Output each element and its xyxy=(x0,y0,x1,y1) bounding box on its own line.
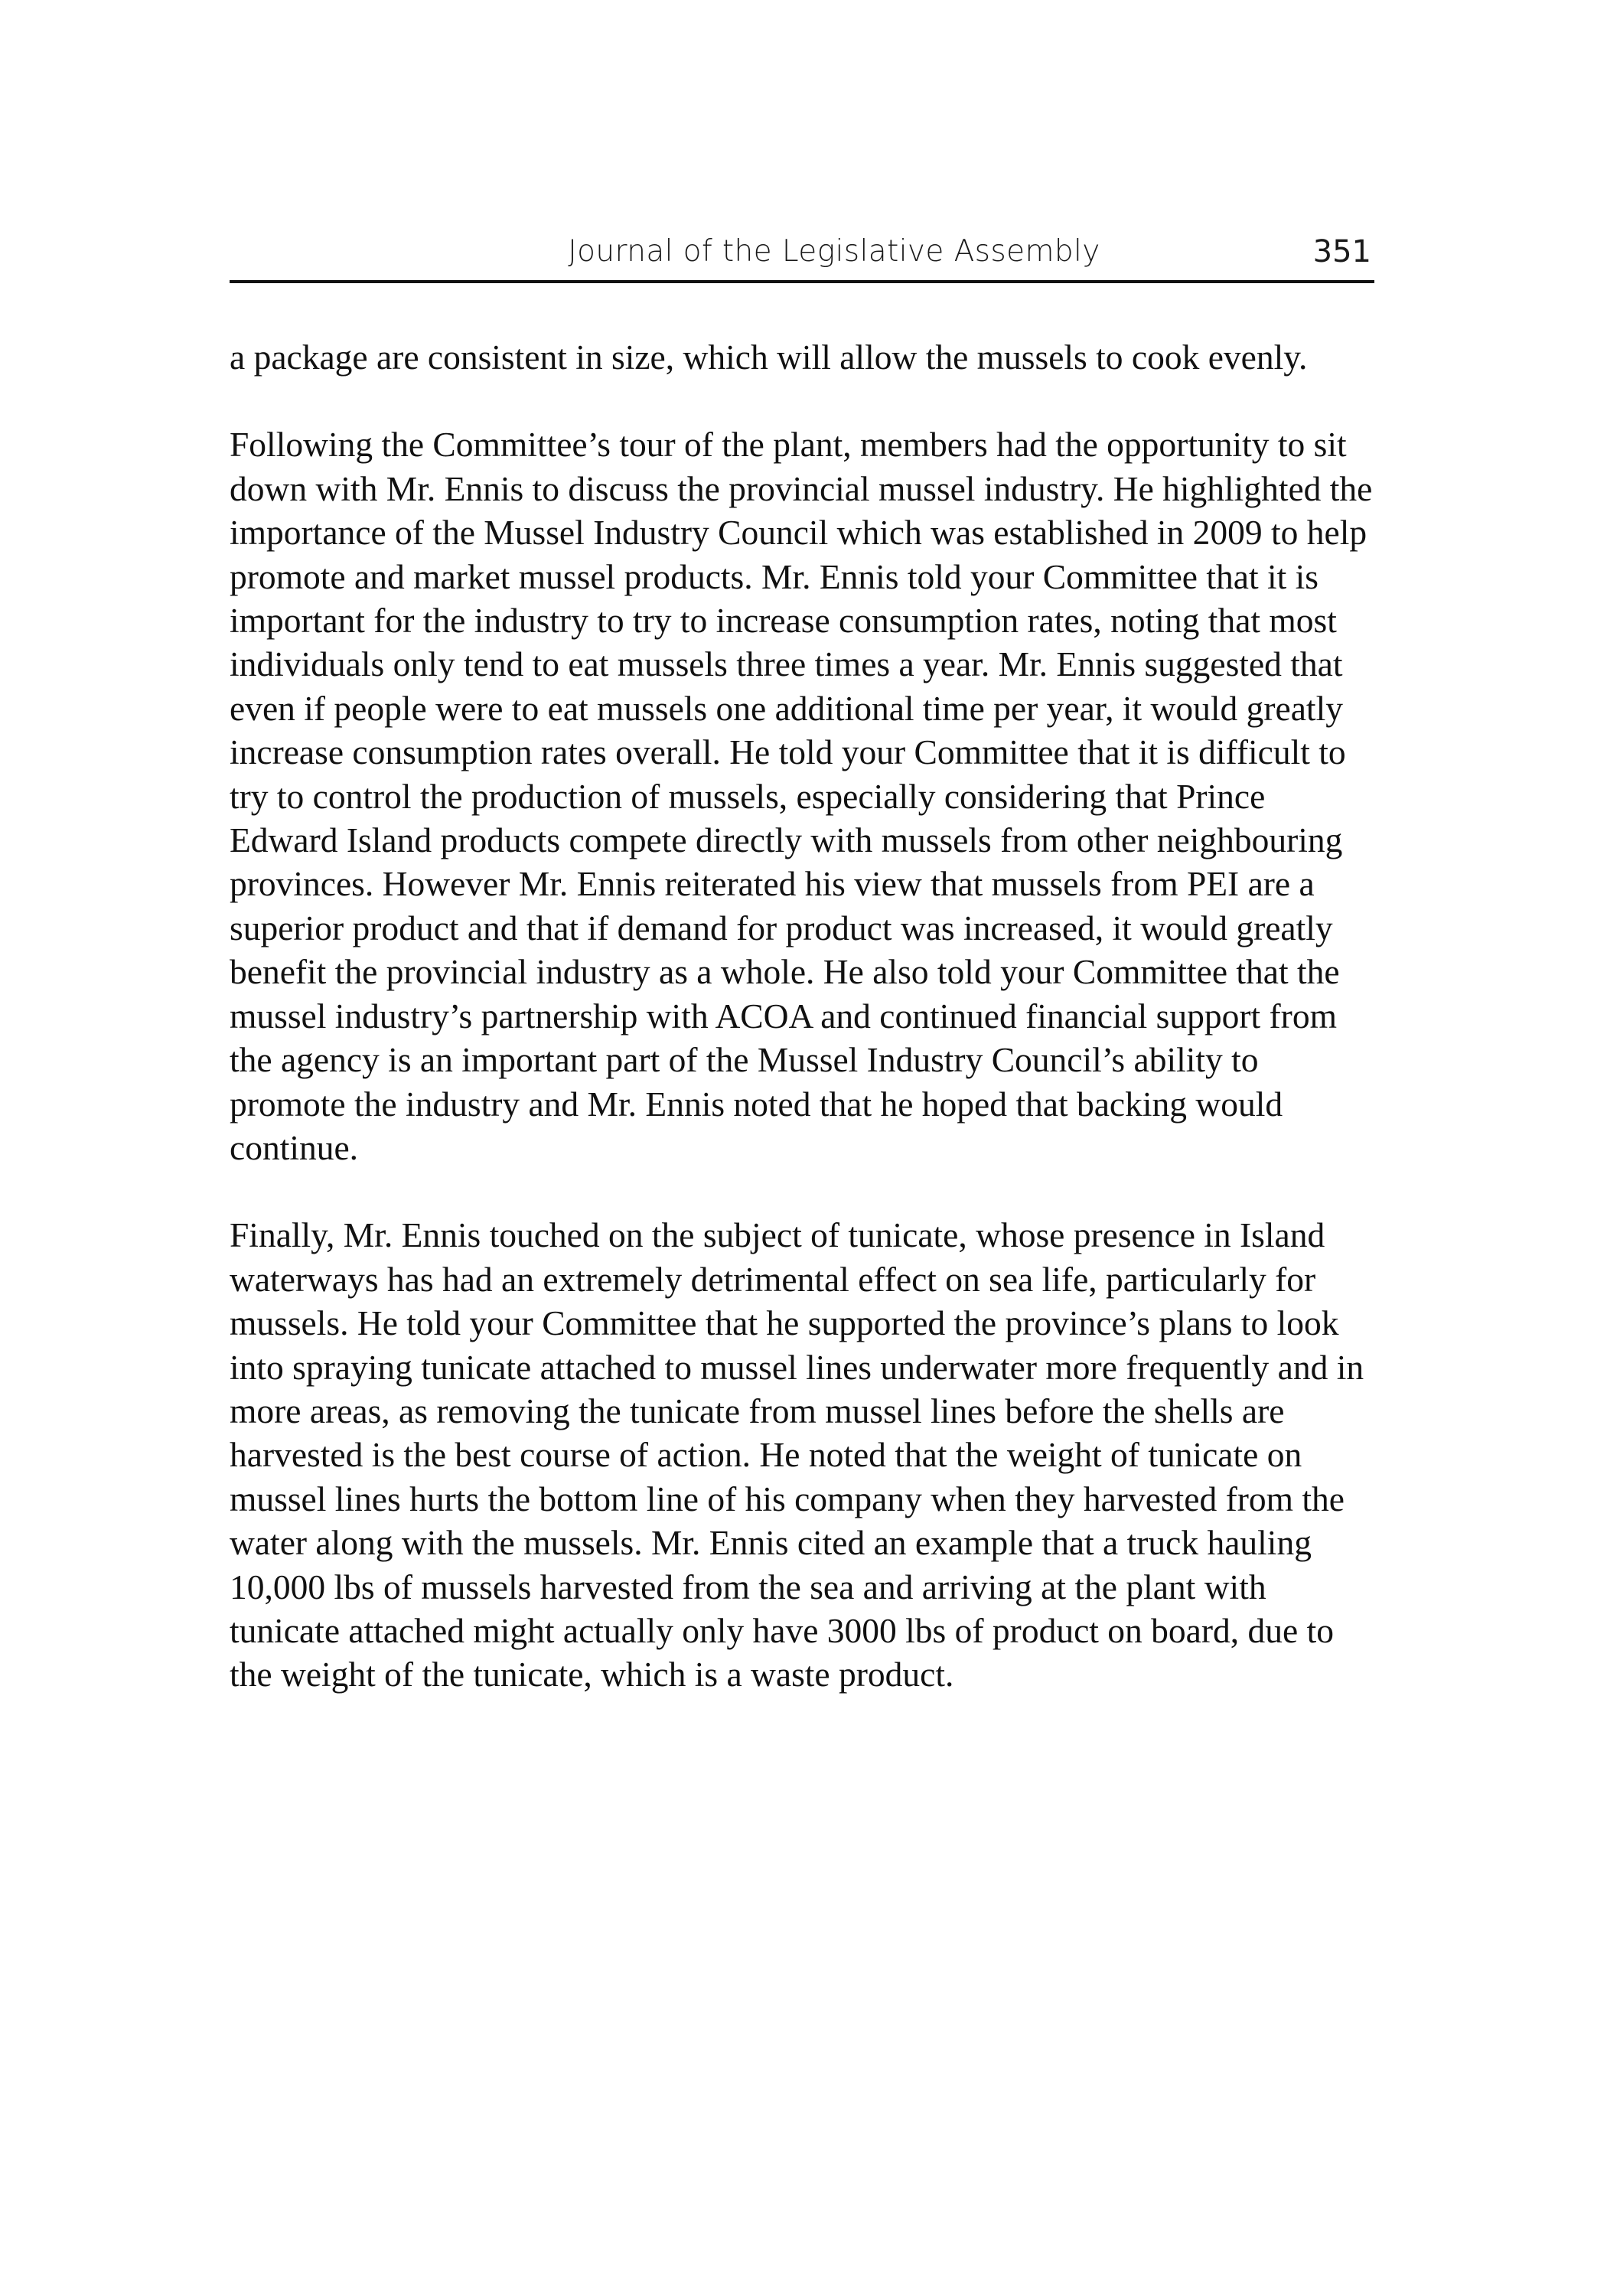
body-text xyxy=(230,335,1377,1697)
running-header xyxy=(230,234,1374,283)
journal-title: Journal of the Legislative Assembly xyxy=(568,234,1100,269)
page-number: 351 xyxy=(1312,234,1371,269)
paragraph-continuation: a package are consistent in size, which will allow the mussels to cook evenly. xyxy=(230,338,1308,377)
paragraph-tunicate: Finally, Mr. Ennis touched on the subject of tunicate, whose presence in Island waterways has had an extremely detrimental effect on sea life, particularly for mussels. He told your Committee that he supported the province’s plans to look into spraying tunicate attached to mussel lines underwater more frequently and in more areas, as removing the tunicate from mussel lines before the shells are harvested is the best course of action. He noted that the weight of tunicate on mussel lines hurts the bottom line of his company when they harvested from the water along with the mussels. Mr. Ennis cited an example that a truck hauling 10,000 lbs of mussels harvested from the sea and arriving at the plant with tunicate attached might actually only have 3000 lbs of product on board, due to the weight of the tunicate, which is a waste product. xyxy=(230,1215,1364,1694)
paragraph-committee-discussion: Following the Committee’s tour of the plant, members had the opportunity to sit down with Mr. Ennis to discuss the provincial mussel industry. He highlighted the importance of the Mussel Industry Council which was established in 2009 to help promote and market mussel products. Mr. Ennis told your Committee that it is important for the industry to try to increase consumption rates, noting that most individuals only tend to eat mussels three times a year. Mr. Ennis suggested that even if people were to eat mussels one additional time per year, it would greatly increase consumption rates overall. He told your Committee that it is difficult to try to control the production of mussels, especially considering that Prince Edward Island products compete directly with mussels from other neighbouring provinces. However Mr. Ennis reiterated his view that mussels from PEI are a superior product and that if demand for product was increased, it would greatly benefit the provincial industry as a whole. He also told your Committee that the mussel industry’s partnership with ACOA and continued financial support from the agency is an important part of the Mussel Industry Council’s ability to promote the industry and Mr. Ennis noted that he hoped that backing would continue. xyxy=(230,425,1373,1167)
